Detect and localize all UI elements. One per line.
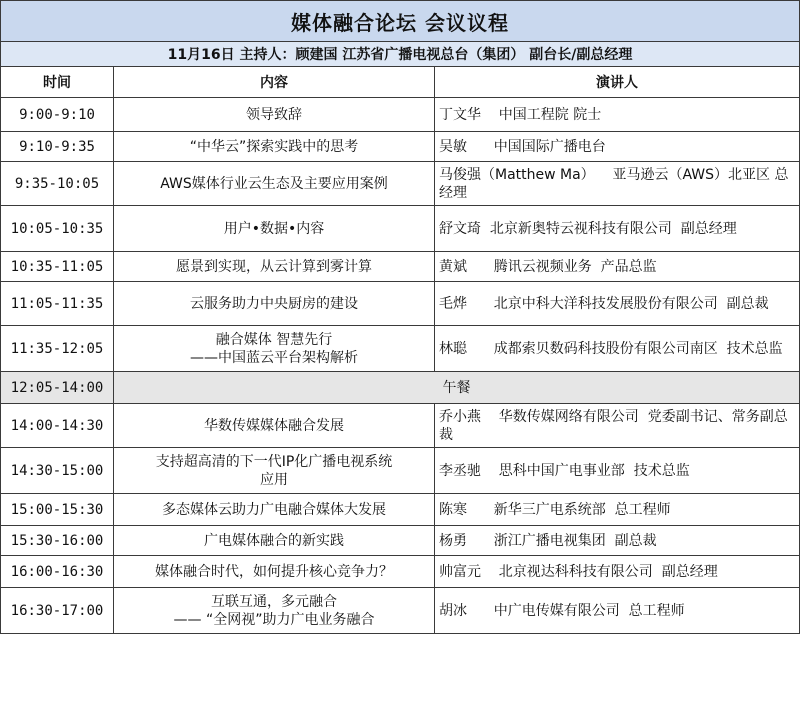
table-row <box>1 282 800 326</box>
speaker-cell: 黄斌 腾讯云视频业务 产品总监 <box>435 252 800 282</box>
speaker-cell: 乔小燕 华数传媒网络有限公司 党委副书记、常务副总裁 <box>435 404 800 448</box>
time-cell: 14:30-15:00 <box>1 448 114 494</box>
time-cell: 14:00-14:30 <box>1 404 114 448</box>
content-line: —— “全网视”助力广电业务融合 <box>173 611 375 628</box>
table-row <box>1 162 800 206</box>
speaker-cell: 丁文华 中国工程院 院士 <box>435 98 800 132</box>
table-row <box>1 98 800 132</box>
content-line: 融合媒体 智慧先行 <box>215 331 333 348</box>
content-cell <box>114 132 435 162</box>
table-row <box>1 132 800 162</box>
speaker-cell: 马俊强（Matthew Ma） 亚马逊云（AWS）北亚区 总经理 <box>435 162 800 206</box>
lunch-cell <box>114 372 800 404</box>
time-cell: 11:05-11:35 <box>1 282 114 326</box>
time-cell: 16:00-16:30 <box>1 556 114 588</box>
content-line: 应用 <box>260 471 288 488</box>
content-line: AWS媒体行业云生态及主要应用案例 <box>160 175 388 192</box>
speaker-cell: 林聪 成都索贝数码科技股份有限公司南区 技术总监 <box>435 326 800 372</box>
content-cell <box>114 162 435 206</box>
table-row <box>1 556 800 588</box>
header-time: 时间 <box>1 67 114 98</box>
content-cell <box>114 526 435 556</box>
title-row <box>1 1 800 42</box>
content-cell <box>114 98 435 132</box>
content-line: 互联互通，多元融合 <box>211 593 337 610</box>
content-line: 多态媒体云助力广电融合媒体大发展 <box>162 501 386 518</box>
table-row <box>1 206 800 252</box>
content-line: 用户•数据•内容 <box>223 220 325 237</box>
content-line: “中华云”探索实践中的思考 <box>189 138 359 155</box>
time-cell: 9:35-10:05 <box>1 162 114 206</box>
speaker-cell: 杨勇 浙江广播电视集团 副总裁 <box>435 526 800 556</box>
time-cell: 15:00-15:30 <box>1 494 114 526</box>
content-cell <box>114 404 435 448</box>
content-cell <box>114 588 435 634</box>
header-content: 内容 <box>114 67 435 98</box>
content-line: 华数传媒媒体融合发展 <box>204 417 344 434</box>
time-cell: 9:10-9:35 <box>1 132 114 162</box>
table-row <box>1 588 800 634</box>
content-line: 领导致辞 <box>246 106 302 123</box>
time-cell: 11:35-12:05 <box>1 326 114 372</box>
speaker-cell: 毛烨 北京中科大洋科技发展股份有限公司 副总裁 <box>435 282 800 326</box>
header-row <box>1 67 800 98</box>
speaker-cell: 李丞驰 思科中国广电事业部 技术总监 <box>435 448 800 494</box>
page-title: 媒体融合论坛 会议议程 <box>1 1 800 42</box>
speaker-cell: 陈寒 新华三广电系统部 总工程师 <box>435 494 800 526</box>
content-line: ——中国蓝云平台架构解析 <box>190 349 358 366</box>
header-speaker: 演讲人 <box>435 67 800 98</box>
speaker-cell: 帅富元 北京视达科科技有限公司 副总经理 <box>435 556 800 588</box>
table-row <box>1 252 800 282</box>
content-cell <box>114 326 435 372</box>
time-cell: 10:35-11:05 <box>1 252 114 282</box>
content-cell <box>114 448 435 494</box>
content-line: 午餐 <box>442 379 471 396</box>
time-cell: 16:30-17:00 <box>1 588 114 634</box>
host-row <box>1 42 800 67</box>
content-line: 媒体融合时代，如何提升核心竞争力？ <box>155 563 393 580</box>
content-cell <box>114 494 435 526</box>
lunch-row <box>1 372 800 404</box>
time-cell: 9:00-9:10 <box>1 98 114 132</box>
speaker-cell: 舒文琦 北京新奥特云视科技有限公司 副总经理 <box>435 206 800 252</box>
table-row <box>1 494 800 526</box>
table-row <box>1 526 800 556</box>
table-row <box>1 448 800 494</box>
time-cell: 12:05-14:00 <box>1 372 114 404</box>
content-line: 云服务助力中央厨房的建设 <box>190 295 358 312</box>
content-line: 支持超高清的下一代IP化广播电视系统 <box>155 453 393 470</box>
time-cell: 15:30-16:00 <box>1 526 114 556</box>
content-cell <box>114 556 435 588</box>
content-line: 广电媒体融合的新实践 <box>204 532 344 549</box>
speaker-cell: 胡冰 中广电传媒有限公司 总工程师 <box>435 588 800 634</box>
time-cell: 10:05-10:35 <box>1 206 114 252</box>
content-cell <box>114 282 435 326</box>
content-line: 愿景到实现，从云计算到雾计算 <box>176 258 372 275</box>
table-row <box>1 326 800 372</box>
content-cell <box>114 206 435 252</box>
content-cell <box>114 252 435 282</box>
table-row <box>1 404 800 448</box>
host-line: 11月16日 主持人：顾建国 江苏省广播电视总台（集团） 副台长/副总经理 <box>1 42 800 67</box>
speaker-cell: 吴敏 中国国际广播电台 <box>435 132 800 162</box>
